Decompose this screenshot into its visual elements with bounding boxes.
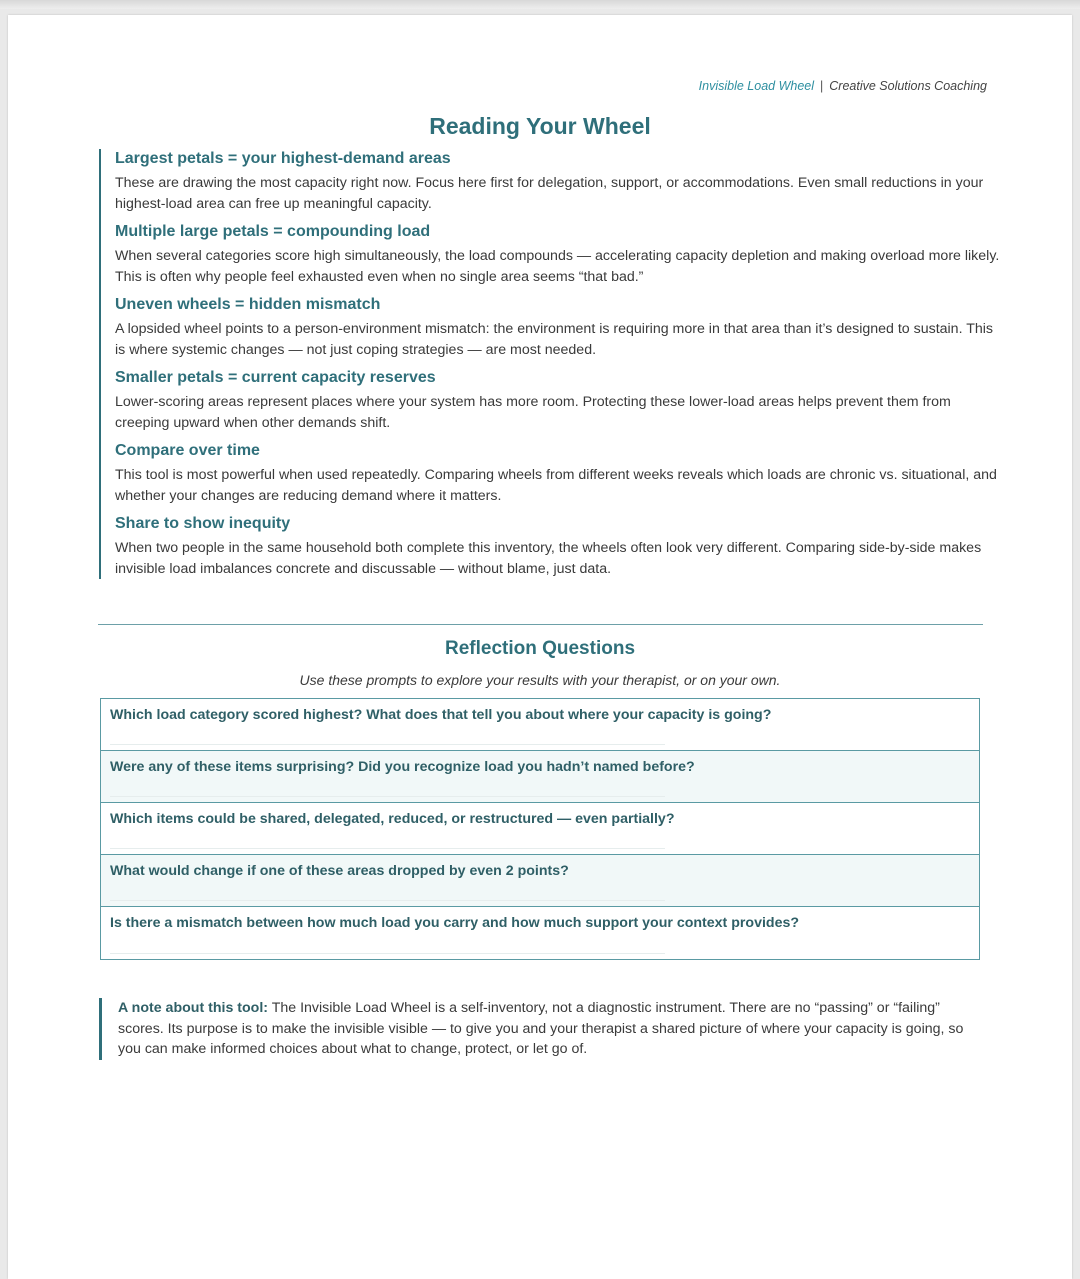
reflection-subtitle: Use these prompts to explore your results with your therapist, or on your own.	[299, 672, 781, 688]
note-label: A note about this tool:	[118, 1000, 268, 1016]
reading-item-heading: Largest petals = your highest-demand areas	[115, 150, 451, 167]
reading-title: Reading Your Wheel	[429, 113, 651, 139]
reading-section	[99, 149, 1005, 579]
question-text: What would change if one of these areas dropped by even 2 points?	[110, 863, 569, 879]
reading-item-body: When several categories score high simultaneously, the load compounds — accelerating capacity depletion and making overload more likely. This is often why people feel exhausted even when no single area seems “that bad.”	[115, 248, 1000, 285]
header-doc-title: Invisible Load Wheel	[698, 79, 815, 93]
reading-item-body: This tool is most powerful when used repeatedly. Comparing wheels from different weeks reveals which loads are chronic vs. situational, and whether your changes are reducing demand where it matters.	[115, 467, 997, 504]
reading-item-heading: Compare over time	[115, 442, 260, 459]
reading-item	[115, 222, 1005, 287]
question-row[interactable]	[101, 751, 979, 803]
reflection-title: Reflection Questions	[444, 638, 636, 659]
question-text: Which load category scored highest? What does that tell you about where your capacity is going?	[110, 707, 772, 723]
section-divider	[98, 624, 983, 625]
reading-item	[115, 149, 1005, 214]
answer-line	[110, 744, 665, 745]
reading-item	[115, 514, 1005, 579]
reading-item-body: A lopsided wheel points to a person-environment mismatch: the environment is requiring more in that area than it’s designed to sustain. This is where systemic changes — not just coping strategies — are most needed.	[115, 321, 994, 358]
tool-note	[99, 998, 988, 1060]
viewer-top-strip	[0, 0, 1080, 9]
answer-line	[110, 953, 665, 954]
reading-item-heading: Multiple large petals = compounding load	[115, 223, 431, 240]
reading-item-heading: Smaller petals = current capacity reserves	[115, 369, 436, 386]
answer-line	[110, 796, 665, 797]
reading-item-body: Lower-scoring areas represent places where your system has more room. Protecting these lower-load areas helps prevent them from creeping upward when other demands shift.	[115, 394, 951, 431]
question-text: Which items could be shared, delegated, reduced, or restructured — even partially?	[110, 811, 675, 827]
question-row[interactable]	[101, 803, 979, 855]
reflection-questions-table	[100, 698, 980, 960]
reading-item-body: These are drawing the most capacity right now. Focus here first for delegation, support, or accommodations. Even small reductions in your highest-load area can free up meaningful capacity.	[115, 175, 984, 212]
page-header	[699, 79, 987, 93]
reading-item-heading: Uneven wheels = hidden mismatch	[115, 296, 381, 313]
note-text: The Invisible Load Wheel is a self-inventory, not a diagnostic instrument. There are no “passing” or “failing” scores. Its purpose is to make the invisible visible — to give you and your therapist a shared picture of where your capacity is going, so you can make informed choices about what to change, protect, or let go of.	[118, 1000, 964, 1057]
answer-line	[110, 900, 665, 901]
reading-item-heading: Share to show inequity	[115, 515, 291, 532]
header-separator: |	[820, 79, 824, 93]
question-text: Is there a mismatch between how much load you carry and how much support your context provides?	[110, 915, 800, 931]
question-row[interactable]	[101, 699, 979, 751]
question-row[interactable]	[101, 855, 979, 907]
reading-item	[115, 368, 1005, 433]
reading-item	[115, 295, 1005, 360]
question-row[interactable]	[101, 907, 979, 959]
answer-line	[110, 848, 665, 849]
question-text: Were any of these items surprising? Did you recognize load you hadn’t named before?	[110, 759, 695, 775]
reading-item	[115, 441, 1005, 506]
reading-item-body: When two people in the same household both complete this inventory, the wheels often look very different. Comparing side-by-side makes invisible load imbalances concrete and discussable — without blame, just data.	[115, 540, 982, 577]
header-organization: Creative Solutions Coaching	[829, 79, 987, 93]
